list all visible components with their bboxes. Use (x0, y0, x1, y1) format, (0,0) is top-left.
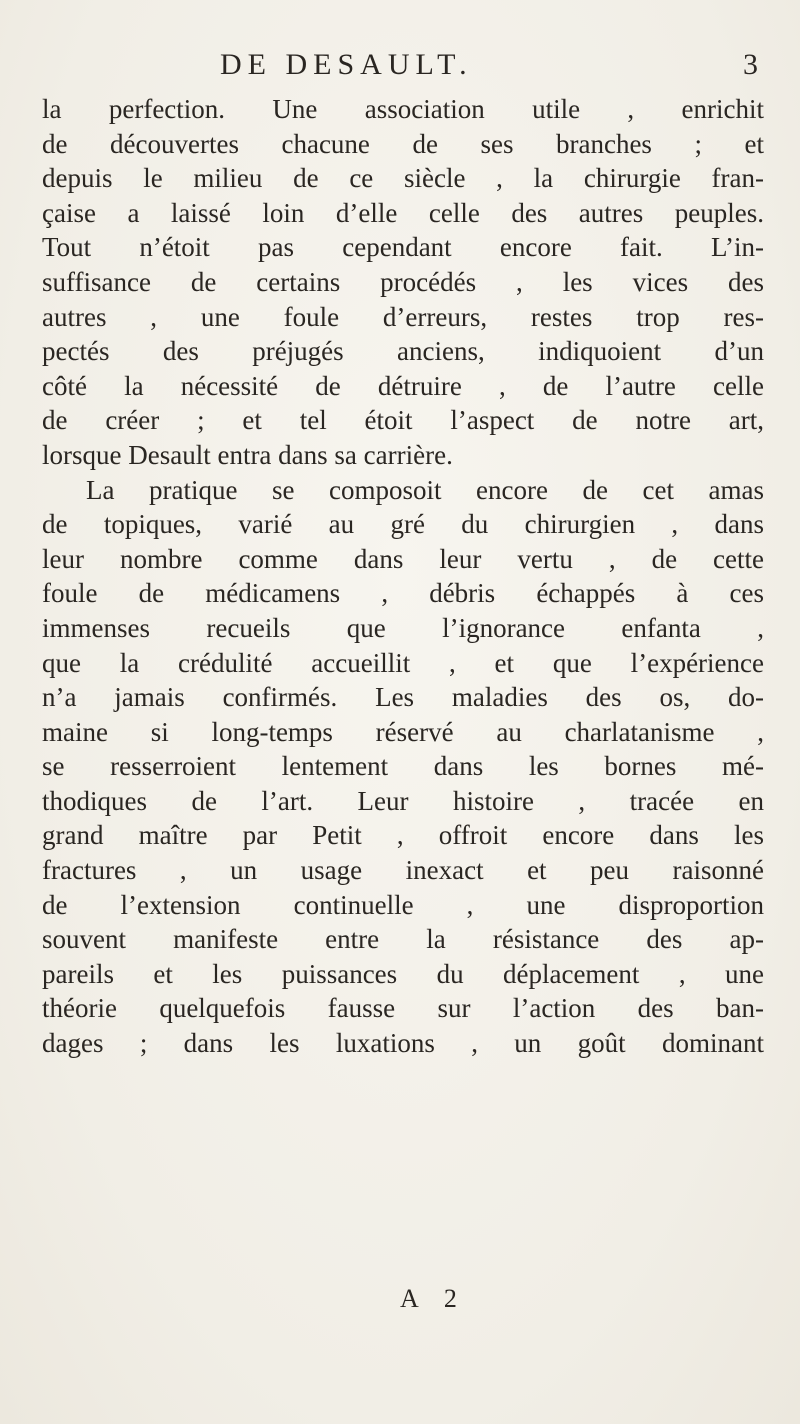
text-line: depuis le milieu de ce siècle , la chirurgie fran- (42, 163, 764, 194)
text-line: Tout n’étoit pas cependant encore fait. L’in- (42, 232, 764, 263)
text-line: immenses recueils que l’ignorance enfanta , (42, 612, 764, 643)
text-line: La pratique se composoit encore de cet amas (86, 474, 764, 505)
text-line: souvent manifeste entre la résistance des ap- (42, 924, 764, 955)
text-line: maine si long-temps réservé au charlatanisme , (42, 716, 764, 747)
text-line: se resserroient lentement dans les bornes mé- (42, 751, 764, 782)
text-line: dages ; dans les luxations , un goût dominant (42, 1028, 764, 1059)
text-line: de créer ; et tel étoit l’aspect de notre art, (42, 405, 764, 436)
text-line: pareils et les puissances du déplacement , une (42, 958, 764, 989)
text-line: leur nombre comme dans leur vertu , de cette (42, 543, 764, 574)
text-line: pectés des préjugés anciens, indiquoient d’un (42, 336, 764, 367)
body-text (42, 92, 764, 1061)
page-number: 3 (743, 48, 758, 81)
text-line: de découvertes chacune de ses branches ; et (42, 128, 764, 159)
text-line: de topiques, varié au gré du chirurgien , dans (42, 509, 764, 540)
text-line: de l’extension continuelle , une disproportion (42, 889, 764, 920)
text-line: suffisance de certains procédés , les vices des (42, 266, 764, 297)
text-line: fractures , un usage inexact et peu raisonné (42, 855, 764, 886)
text-line: lorsque Desault entra dans sa carrière. (42, 439, 453, 470)
text-line: çaise a laissé loin d’elle celle des autres peuples. (42, 197, 764, 228)
signature-mark: A 2 (400, 1284, 467, 1313)
text-line: la perfection. Une association utile , enrichit (42, 94, 764, 124)
text-line: côté la nécessité de détruire , de l’autre celle (42, 370, 764, 401)
text-line: thodiques de l’art. Leur histoire , tracée en (42, 785, 764, 816)
text-line: n’a jamais confirmés. Les maladies des os, do- (42, 682, 764, 713)
text-line: foule de médicamens , débris échappés à ces (42, 578, 764, 609)
text-line: que la crédulité accueillit , et que l’expérience (42, 647, 764, 678)
text-line: autres , une foule d’erreurs, restes trop res- (42, 301, 764, 332)
page-header (40, 48, 760, 88)
text-line: grand maître par Petit , offroit encore dans les (42, 820, 764, 851)
text-line: théorie quelquefois fausse sur l’action des ban- (42, 993, 764, 1024)
running-head: DE DESAULT. (220, 48, 473, 81)
